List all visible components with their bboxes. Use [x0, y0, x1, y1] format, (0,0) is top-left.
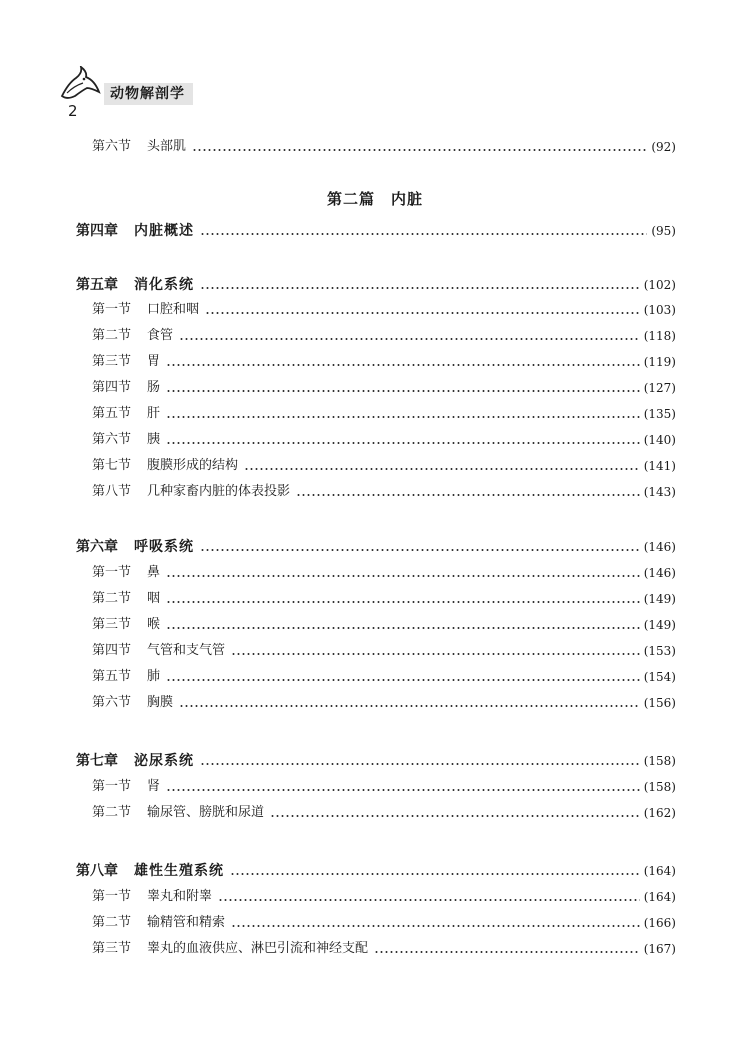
- toc-chapter-row: [76, 272, 676, 294]
- dot-leader: [166, 390, 640, 392]
- toc-entry-page: (149): [643, 618, 676, 632]
- part-label: 第二篇: [326, 190, 375, 208]
- toc-section-row: [92, 936, 676, 958]
- toc-entry-label: 第四节: [92, 380, 132, 395]
- toc-entry-title: 肠: [147, 380, 161, 395]
- toc-entry-label: 第一节: [92, 565, 132, 580]
- toc-entry-title: 肺: [147, 669, 161, 684]
- dot-leader: [244, 468, 640, 470]
- dot-leader: [231, 653, 640, 655]
- toc-entry-label: 第一节: [92, 779, 132, 794]
- toc-entry-page: (154): [643, 670, 676, 684]
- toc-entry-label: 第二节: [92, 805, 132, 820]
- toc-entry-label: 第七章: [76, 753, 118, 769]
- toc-section-row: [92, 453, 676, 475]
- toc-section-row: [92, 560, 676, 582]
- part-title: 内脏: [391, 190, 424, 208]
- dot-leader: [166, 601, 640, 603]
- toc-chapter-row: [76, 218, 676, 240]
- toc-entry-page: (92): [651, 140, 676, 154]
- toc-entry-label: 第二节: [92, 915, 132, 930]
- toc-entry-title: 喉: [147, 617, 161, 632]
- horse-head-logo-icon: [58, 66, 102, 100]
- dot-leader: [200, 763, 640, 765]
- toc-entry-title: 口腔和咽: [147, 302, 200, 317]
- toc-entry-label: 第一节: [92, 302, 132, 317]
- toc-entry-title: 食管: [147, 328, 174, 343]
- toc-entry-label: 第八章: [76, 863, 118, 879]
- dot-leader: [166, 575, 640, 577]
- toc-entry-label: 第八节: [92, 484, 132, 499]
- toc-entry-title: 肾: [147, 779, 161, 794]
- dot-leader: [374, 951, 640, 953]
- toc-entry-page: (164): [643, 890, 676, 904]
- toc-entry-page: (127): [643, 381, 676, 395]
- toc-section-row: [92, 586, 676, 608]
- toc-entry-label: 第四节: [92, 643, 132, 658]
- toc-entry-page: (95): [651, 224, 676, 238]
- toc-entry-page: (103): [643, 303, 676, 317]
- dot-leader: [166, 789, 640, 791]
- toc-entry-title: 鼻: [147, 565, 161, 580]
- toc-chapter-row: [76, 858, 676, 880]
- toc-entry-label: 第三节: [92, 354, 132, 369]
- dot-leader: [200, 287, 640, 289]
- toc-entry-label: 第二节: [92, 328, 132, 343]
- toc-entry-title: 泌尿系统: [134, 753, 194, 769]
- toc-entry-page: (153): [643, 644, 676, 658]
- toc-entry-title: 胸膜: [147, 695, 174, 710]
- dot-leader: [296, 494, 640, 496]
- dot-leader: [231, 925, 640, 927]
- toc-entry-title: 咽: [147, 591, 161, 606]
- toc-section-row: [92, 800, 676, 822]
- toc-entry-label: 第七节: [92, 458, 132, 473]
- toc-section-row: [92, 427, 676, 449]
- toc-entry-page: (146): [643, 540, 676, 554]
- dot-leader: [179, 338, 640, 340]
- toc-entry-label: 第二节: [92, 591, 132, 606]
- toc-section-row: [92, 323, 676, 345]
- toc-entry-label: 第三节: [92, 941, 132, 956]
- dot-leader: [200, 233, 647, 235]
- toc-entry-title: 输精管和精索: [147, 915, 226, 930]
- part-heading: [0, 188, 750, 209]
- dot-leader: [205, 312, 640, 314]
- dot-leader: [270, 815, 640, 817]
- dot-leader: [166, 364, 640, 366]
- toc-entry-title: 头部肌: [147, 139, 187, 154]
- toc-section-row: [92, 134, 676, 156]
- toc-section-row: [92, 375, 676, 397]
- toc-entry-page: (119): [643, 355, 676, 369]
- toc-entry-page: (141): [643, 459, 676, 473]
- toc-section-row: [92, 349, 676, 371]
- toc-chapter-row: [76, 748, 676, 770]
- toc-entry-page: (166): [643, 916, 676, 930]
- toc-entry-label: 第五章: [76, 277, 118, 293]
- toc-entry-title: 输尿管、膀胱和尿道: [147, 805, 265, 820]
- toc-section-row: [92, 638, 676, 660]
- toc-entry-page: (158): [643, 754, 676, 768]
- dot-leader: [179, 705, 640, 707]
- toc-entry-title: 胃: [147, 354, 161, 369]
- toc-section-row: [92, 884, 676, 906]
- toc-entry-page: (162): [643, 806, 676, 820]
- dot-leader: [166, 416, 640, 418]
- toc-entry-label: 第六节: [92, 139, 132, 154]
- toc-entry-label: 第一节: [92, 889, 132, 904]
- toc-entry-label: 第五节: [92, 669, 132, 684]
- toc-entry-label: 第六节: [92, 432, 132, 447]
- toc-section-row: [92, 664, 676, 686]
- toc-entry-label: 第四章: [76, 223, 118, 239]
- toc-entry-page: (102): [643, 278, 676, 292]
- dot-leader: [218, 899, 640, 901]
- toc-entry-title: 腹膜形成的结构: [147, 458, 239, 473]
- toc-section-row: [92, 297, 676, 319]
- page-number: 2: [68, 102, 78, 120]
- toc-entry-page: (135): [643, 407, 676, 421]
- toc-section-row: [92, 774, 676, 796]
- dot-leader: [200, 549, 640, 551]
- toc-section-row: [92, 401, 676, 423]
- toc-entry-page: (118): [643, 329, 676, 343]
- toc-entry-label: 第五节: [92, 406, 132, 421]
- toc-entry-title: 内脏概述: [134, 223, 194, 239]
- toc-entry-page: (158): [643, 780, 676, 794]
- dot-leader: [230, 873, 640, 875]
- page-header: [58, 66, 698, 126]
- toc-section-row: [92, 690, 676, 712]
- toc-entry-title: 消化系统: [134, 277, 194, 293]
- toc-entry-page: (164): [643, 864, 676, 878]
- toc-entry-title: 几种家畜内脏的体表投影: [147, 484, 291, 499]
- toc-entry-title: 睾丸的血液供应、淋巴引流和神经支配: [147, 941, 369, 956]
- toc-entry-title: 胰: [147, 432, 161, 447]
- toc-entry-title: 肝: [147, 406, 161, 421]
- toc-entry-label: 第三节: [92, 617, 132, 632]
- toc-entry-page: (143): [643, 485, 676, 499]
- toc-entry-label: 第六章: [76, 539, 118, 555]
- toc-entry-page: (149): [643, 592, 676, 606]
- toc-entry-page: (156): [643, 696, 676, 710]
- dot-leader: [166, 679, 640, 681]
- toc-section-row: [92, 910, 676, 932]
- dot-leader: [192, 149, 647, 151]
- book-title: 动物解剖学: [104, 83, 193, 105]
- dot-leader: [166, 627, 640, 629]
- toc-entry-title: 呼吸系统: [134, 539, 194, 555]
- toc-entry-label: 第六节: [92, 695, 132, 710]
- toc-entry-page: (167): [643, 942, 676, 956]
- toc-section-row: [92, 479, 676, 501]
- toc-entry-title: 睾丸和附睾: [147, 889, 213, 904]
- toc-entry-page: (140): [643, 433, 676, 447]
- toc-entry-title: 气管和支气管: [147, 643, 226, 658]
- toc-entry-page: (146): [643, 566, 676, 580]
- toc-section-row: [92, 612, 676, 634]
- toc-entry-title: 雄性生殖系统: [134, 863, 224, 879]
- dot-leader: [166, 442, 640, 444]
- toc-chapter-row: [76, 534, 676, 556]
